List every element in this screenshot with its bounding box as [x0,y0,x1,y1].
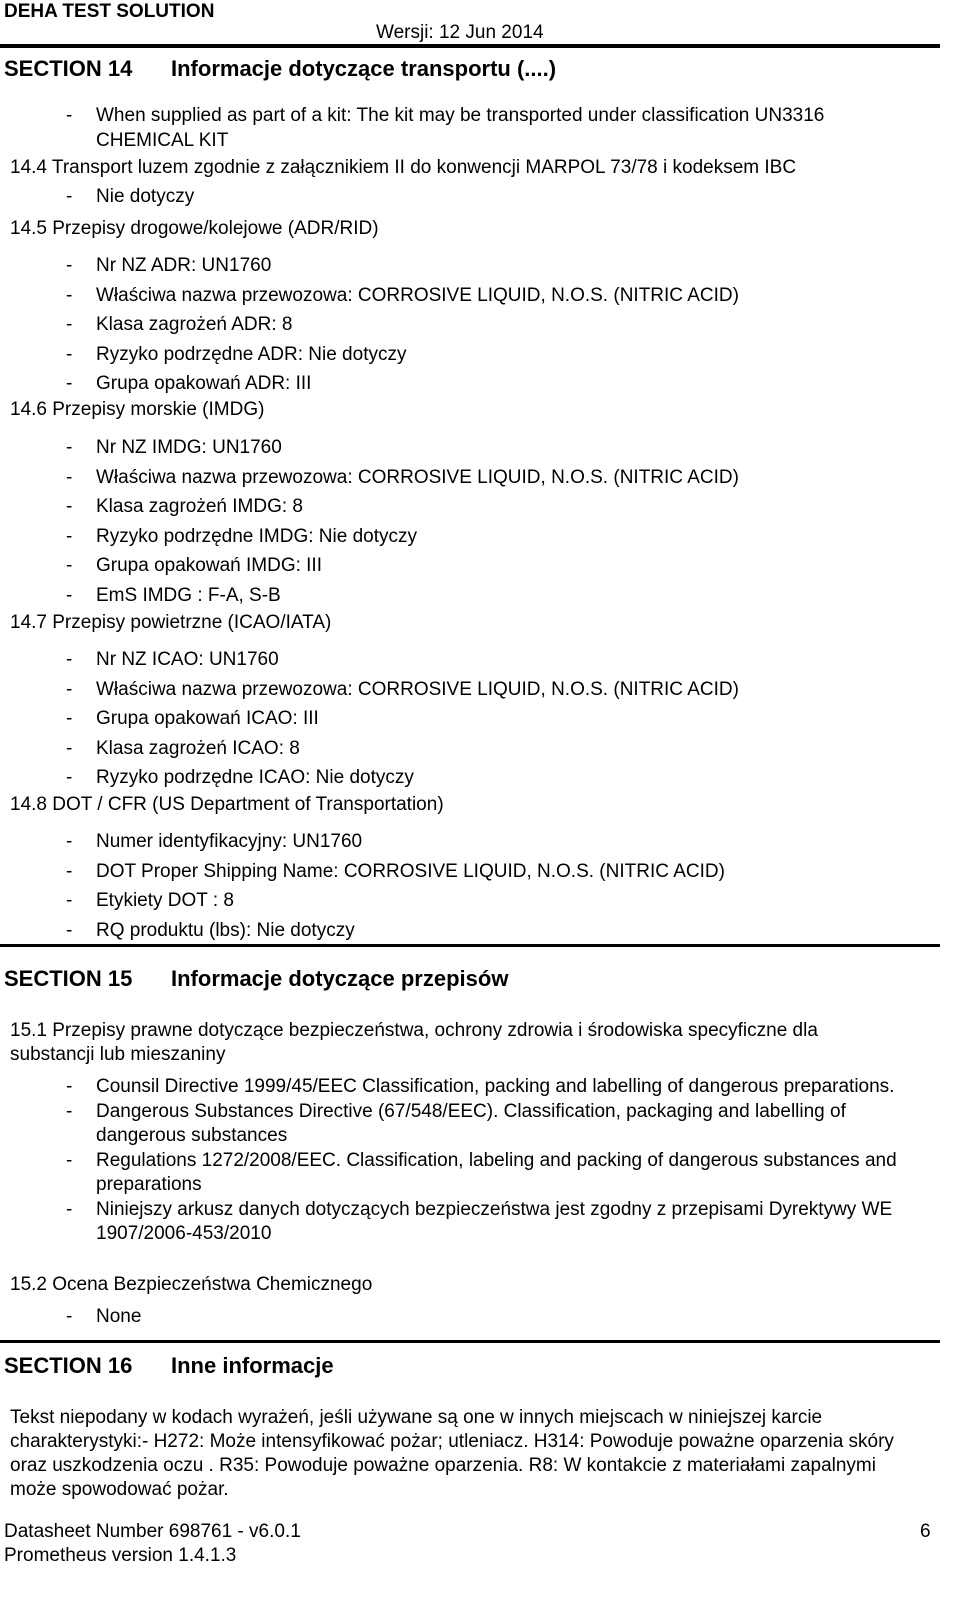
list-item [66,437,282,459]
list-item-text: Nr NZ ICAO: UN1760 [96,649,279,670]
list-item-text: Numer identyfikacyjny: UN1760 [96,831,363,852]
section-number: SECTION 14 [4,56,133,81]
header-rule [0,44,940,48]
company-name: DEHA TEST SOLUTION [4,1,215,22]
bullet-dash: - [66,284,73,306]
list-item-text: Właściwa nazwa przewozowa: CORROSIVE LIQUID, N.O.S. (NITRIC ACID) [96,678,739,700]
section-14-heading [4,56,556,82]
list-item [66,831,362,853]
list-item-text: Ryzyko podrzędne ADR: Nie dotyczy [96,343,407,365]
bullet-dash: - [66,373,73,394]
bullet-dash: - [66,584,73,606]
bullet-dash: - [66,890,73,911]
list-item [66,890,234,912]
section-15-heading [4,966,508,992]
version-date: Wersji: 12 Jun 2014 [376,22,544,43]
page-number: 6 [920,1521,931,1542]
bullet-dash: - [66,860,73,882]
list-item [66,467,739,489]
list-item [66,314,292,336]
bullet-dash: - [66,767,73,788]
list-item [66,373,311,395]
list-item-text: Etykiety DOT : 8 [96,890,234,911]
bullet-dash: - [66,496,73,517]
list-item [66,285,739,307]
datasheet-number: Datasheet Number 698761 - v6.0.1 [4,1521,301,1542]
list-item [66,861,725,883]
bullet-dash: - [66,649,73,670]
list-item-text: Nr NZ IMDG: UN1760 [96,437,282,458]
section-number: SECTION 16 [4,1353,133,1378]
bullet-dash: - [66,1076,73,1097]
list-item [66,496,303,518]
bullet-dash: - [66,737,73,759]
list-item-text: Nr NZ ADR: UN1760 [96,255,272,276]
list-item [66,526,417,548]
bullet-dash: - [66,525,73,547]
bullet-dash: - [66,678,73,700]
bullet-dash: - [66,1101,73,1122]
list-item [66,344,406,366]
list-item-text: Ryzyko podrzędne IMDG: Nie dotyczy [96,525,418,547]
list-item [66,1198,916,1246]
section-title: Inne informacje [171,1353,334,1378]
section-16-text: Tekst niepodany w kodach wyrażeń, jeśli używane są one w innych miejscach w niniejszej karcie charakterystyki:- H272: Może intensyfikować pożar; utleniacz. H314: Powoduje poważne oparzenia skóry oraz uszkodzenia oczu . R35: Powoduje poważne oparzenia. R8: W kontakcie z materiałami zapalnymi może spowodować pożar. [10,1407,894,1500]
list-item-text: Grupa opakowań IMDG: III [96,555,322,576]
list-item [66,1149,916,1197]
bullet-dash: - [66,1199,73,1220]
list-item [66,738,300,760]
bullet-dash: - [66,555,73,576]
list-item-text: Właściwa nazwa przewozowa: CORROSIVE LIQUID, N.O.S. (NITRIC ACID) [96,466,739,488]
section-title: Informacje dotyczące transportu (....) [171,56,557,81]
list-item [66,585,281,607]
kit-note-line2: CHEMICAL KIT [96,130,229,151]
list-item-text: Klasa zagrożeń IMDG: 8 [96,496,303,517]
bullet-dash: - [66,708,73,729]
bullet-dash: - [66,343,73,365]
bullet-dash: - [66,314,73,335]
section-16-heading [4,1353,334,1379]
subsection-14-6-title: 14.6 Przepisy morskie (IMDG) [10,399,265,420]
list-item-text: Dangerous Substances Directive (67/548/EEC). Classification, packaging and labelling of dangerous substances [96,1101,846,1146]
list-item [66,1306,141,1328]
list-item [66,186,194,208]
bullet-dash: - [66,1306,73,1327]
list-item-text: Klasa zagrożeń ADR: 8 [96,314,293,335]
bullet-dash: - [66,1150,73,1171]
subsection-15-1-title: 15.1 Przepisy prawne dotyczące bezpieczeństwa, ochrony zdrowia i środowiska specyficzne dla substancji lub mieszaniny [10,1020,818,1065]
list-item [66,767,414,789]
list-item-text: Nie dotyczy [96,186,195,207]
list-item-text: None [96,1306,142,1327]
list-item [66,255,271,277]
list-item [66,649,279,671]
list-item-text: Grupa opakowań ADR: III [96,373,312,394]
list-item-text: Niniejszy arkusz danych dotyczących bezpieczeństwa jest zgodny z przepisami Dyrektywy WE 1907/2006-453/2010 [96,1199,893,1244]
kit-note-line1: - When supplied as part of a kit: The kit may be transported under classification UN3316 [66,105,825,126]
list-item [66,555,322,577]
subsection-14-4-title: 14.4 Transport luzem zgodnie z załącznikiem II do konwencji MARPOL 73/78 i kodeksem IBC [10,157,797,178]
bullet-dash: - [66,186,73,207]
section-15-rule [0,1340,940,1343]
list-item-text: Grupa opakowań ICAO: III [96,708,319,729]
bullet-dash: - [66,919,73,941]
list-item [66,920,355,942]
list-item-text: Ryzyko podrzędne ICAO: Nie dotyczy [96,767,414,788]
subsection-14-7-title: 14.7 Przepisy powietrzne (ICAO/IATA) [10,612,332,633]
subsection-14-8-title: 14.8 DOT / CFR (US Department of Transportation) [10,794,444,815]
list-item-text: Regulations 1272/2008/EEC. Classification, labeling and packing of dangerous substances and preparations [96,1150,897,1195]
list-item-text: EmS IMDG : F-A, S-B [96,584,281,606]
bullet-dash: - [66,831,73,852]
section-number: SECTION 15 [4,966,133,991]
list-item [66,679,739,701]
subsection-14-5-title: 14.5 Przepisy drogowe/kolejowe (ADR/RID) [10,218,379,239]
bullet-dash: - [66,437,73,458]
list-item-text: Counsil Directive 1999/45/EEC Classification, packing and labelling of dangerous preparations. [96,1076,895,1097]
list-item-text: Klasa zagrożeń ICAO: 8 [96,737,300,759]
subsection-15-1-list [66,1075,916,1247]
list-item [66,1075,916,1099]
section-title: Informacje dotyczące przepisów [171,966,509,991]
list-item [66,1100,916,1148]
subsection-15-2-title: 15.2 Ocena Bezpieczeństwa Chemicznego [10,1274,373,1295]
bullet-dash: - [66,255,73,276]
list-item [66,708,319,730]
list-item-text: RQ produktu (lbs): Nie dotyczy [96,919,355,941]
prometheus-version: Prometheus version 1.4.1.3 [4,1545,237,1566]
section-14-rule [0,944,940,947]
list-item-text: DOT Proper Shipping Name: CORROSIVE LIQUID, N.O.S. (NITRIC ACID) [96,860,725,882]
list-item-text: Właściwa nazwa przewozowa: CORROSIVE LIQUID, N.O.S. (NITRIC ACID) [96,284,739,306]
bullet-dash: - [66,466,73,488]
